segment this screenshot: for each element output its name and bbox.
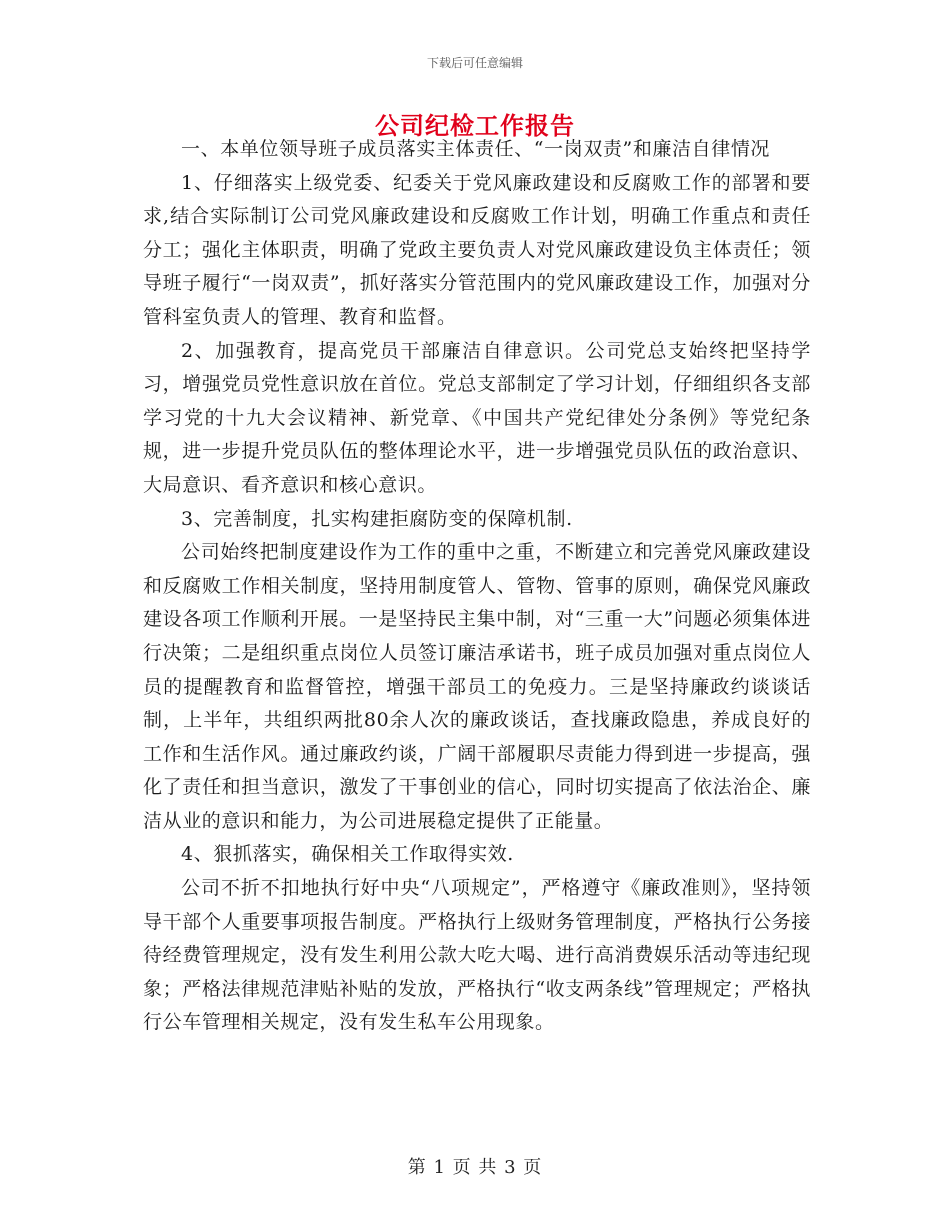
document-title: 公司纪检工作报告 bbox=[375, 111, 575, 140]
section-heading-1: 一、本单位领导班子成员落实主体责任、“一岗双责”和廉洁自律情况 bbox=[181, 138, 771, 160]
paragraph-3-heading: 3、完善制度，扎实构建拒腐防变的保障机制. bbox=[181, 507, 573, 530]
header-note: 下载后可任意编辑 bbox=[426, 56, 523, 70]
paragraph-4-body: 公司不折不扣地执行好中央“八项规定”，严格遵守《廉政准则》，坚持领导干部个人重要事项报告制度。严格执行上级财务管理制度，严格执行公务接待经费管理规定，没有发生利用公款大吃大喝、进行高消费娱乐活动等违纪现象；严格法律规范津贴补贴的发放，严格执行“收支两条线”管理规定；严格执行公车管理相关规定，没有发生私车公用现象。 bbox=[143, 877, 811, 1034]
paragraph-4-heading: 4、狠抓落实，确保相关工作取得实效. bbox=[181, 843, 514, 866]
paragraph-3-body: 公司始终把制度建设作为工作的重中之重，不断建立和完善党风廉政建设和反腐败工作相关制度，坚持用制度管人、管物、管事的原则，确保党风廉政建设各项工作顺利开展。一是坚持民主集中制，对“三重一大”问题必须集体进行决策；二是组织重点岗位人员签订廉洁承诺书，班子成员加强对重点岗位人员的提醒教育和监督管控，增强干部员工的免疫力。三是坚持廉政约谈谈话制，上半年，共组织两批80余人次的廉政谈话，查找廉政隐患，养成良好的工作和生活作风。通过廉政约谈，广阔干部履职尽责能力得到进一步提高，强化了责任和担当意识，激发了干事创业的信心，同时切实提高了依法治企、廉洁从业的意识和能力，为公司进展稳定提供了正能量。 bbox=[143, 541, 811, 832]
paragraph-2: 2、加强教育，提高党员干部廉洁自律意识。公司党总支始终把坚持学习，增强党员党性意识放在首位。党总支部制定了学习计划，仔细组织各支部学习党的十九大会议精神、新党章、《中国共产党纪律处分条例》等党纪条规，进一步提升党员队伍的整体理论水平，进一步增强党员队伍的政治意识、大局意识、看齐意识和核心意识。 bbox=[143, 339, 811, 496]
paragraph-1: 1、仔细落实上级党委、纪委关于党风廉政建设和反腐败工作的部署和要求,结合实际制订公司党风廉政建设和反腐败工作计划，明确工作重点和责任分工；强化主体职责，明确了党政主要负责人对党风廉政建设负主体责任；领导班子履行“一岗双责”，抓好落实分管范围内的党风廉政建设工作，加强对分管科室负责人的管理、教育和监督。 bbox=[143, 171, 811, 328]
page-number: 第 1 页 共 3 页 bbox=[407, 1157, 543, 1178]
document-body bbox=[143, 133, 811, 1040]
